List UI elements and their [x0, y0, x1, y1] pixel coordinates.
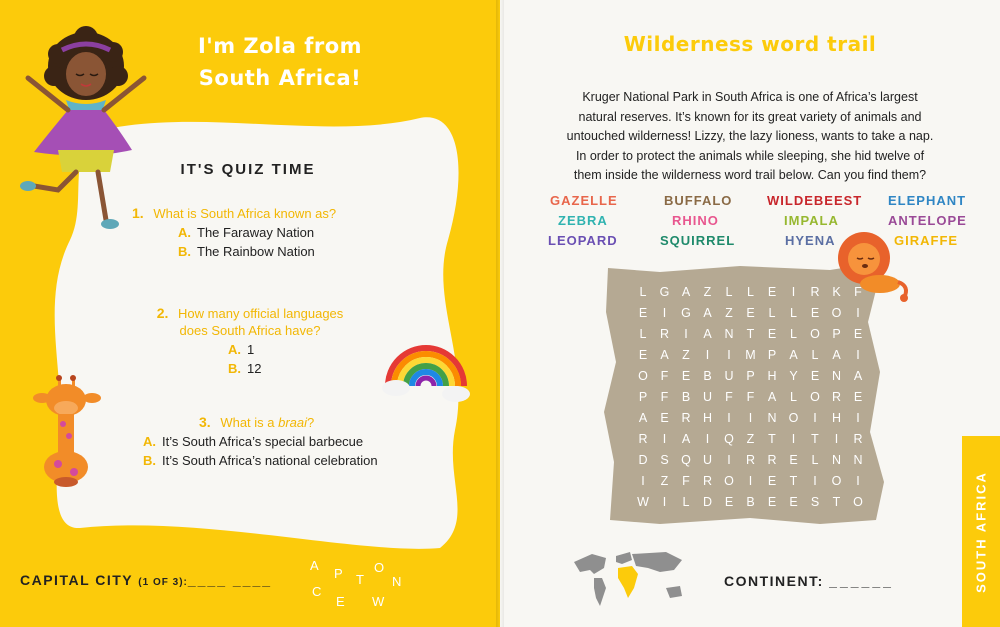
capital-city-prompt [20, 572, 272, 588]
grid-letter[interactable]: E [638, 348, 648, 362]
grid-letter[interactable]: I [748, 411, 753, 425]
grid-letter[interactable]: I [791, 285, 796, 299]
continent-prompt [724, 573, 894, 589]
word-leopard: LEOPARD [548, 233, 618, 248]
question-text-line-1: How many official languages [178, 306, 344, 321]
grid-letter[interactable]: R [638, 432, 648, 446]
grid-letter[interactable]: A [703, 306, 712, 320]
grid-letter[interactable]: P [638, 390, 648, 404]
grid-letter[interactable]: I [662, 495, 667, 509]
grid-letter[interactable]: I [791, 432, 796, 446]
grid-letter[interactable]: K [832, 285, 841, 299]
grid-letter[interactable]: T [789, 474, 798, 488]
grid-letter[interactable]: E [767, 495, 777, 509]
grid-letter[interactable]: Z [682, 348, 690, 362]
grid-letter[interactable]: P [832, 327, 841, 341]
question-number: 1. [132, 205, 144, 221]
giraffe-illustration [22, 372, 117, 490]
answer-option-a[interactable]: A. The Faraway Nation [178, 225, 315, 240]
grid-letter[interactable]: I [705, 432, 710, 446]
grid-letter[interactable]: I [856, 348, 860, 362]
grid-letter[interactable]: E [746, 306, 755, 320]
grid-letter[interactable]: T [811, 432, 819, 446]
grid-letter[interactable]: O [724, 474, 734, 488]
country-side-tab [962, 436, 1000, 627]
side-tab-label: SOUTH AFRICA [973, 470, 989, 593]
lion-illustration [830, 226, 912, 304]
grid-letter[interactable]: Q [681, 453, 691, 467]
grid-letter[interactable]: F [660, 369, 669, 383]
grid-letter[interactable]: O [853, 495, 863, 509]
grid-letter[interactable]: B [681, 390, 691, 404]
question-number: 3. [199, 414, 211, 430]
question-text: What is South Africa known as? [153, 206, 337, 221]
grid-letter[interactable]: O [810, 327, 820, 341]
capital-blanks[interactable]: ____ ____ [187, 572, 273, 588]
scramble-letter: N [392, 574, 402, 589]
grid-letter[interactable]: A [789, 348, 798, 362]
grid-letter[interactable]: I [684, 327, 688, 341]
word-rhino: RHINO [672, 213, 719, 228]
grid-letter[interactable]: L [790, 327, 797, 341]
grid-letter[interactable]: E [810, 369, 820, 383]
grid-letter[interactable]: R [831, 390, 842, 404]
grid-letter[interactable]: F [854, 285, 862, 299]
scramble-letter: T [356, 572, 364, 587]
grid-letter[interactable]: I [748, 474, 753, 488]
grid-letter[interactable]: L [639, 285, 647, 299]
grid-letter[interactable]: L [790, 306, 797, 320]
grid-letter[interactable]: M [745, 348, 756, 362]
grid-letter[interactable]: A [660, 348, 669, 362]
grid-letter[interactable]: U [702, 453, 713, 467]
word-elephant: ELEPHANT [888, 193, 967, 208]
grid-letter[interactable]: P [746, 369, 755, 383]
answer-option-a[interactable]: A. 1 [228, 342, 255, 357]
scramble-letter: W [372, 594, 385, 609]
grid-letter[interactable]: E [638, 306, 648, 320]
grid-letter[interactable]: N [767, 411, 777, 425]
grid-letter[interactable]: I [662, 306, 667, 320]
question-text-line-2: does South Africa have? [179, 323, 321, 338]
grid-letter[interactable]: I [662, 432, 667, 446]
grid-letter[interactable]: U [702, 390, 713, 404]
grid-letter[interactable]: Z [746, 432, 755, 446]
grid-letter[interactable]: R [767, 453, 777, 467]
grid-letter[interactable]: R [745, 453, 756, 467]
grid-letter[interactable]: I [834, 432, 839, 446]
grid-letter[interactable]: N [831, 369, 842, 383]
grid-letter[interactable]: P [767, 348, 777, 362]
grid-letter[interactable]: F [725, 390, 733, 404]
quiz-question-2 [145, 305, 355, 376]
grid-letter[interactable]: A [832, 348, 841, 362]
title-line-1: I'm Zola from [197, 34, 363, 58]
grid-letter[interactable]: I [813, 474, 817, 488]
grid-letter[interactable]: O [788, 411, 799, 425]
grid-letter[interactable]: E [789, 453, 798, 467]
grid-letter[interactable]: R [702, 474, 713, 488]
scramble-letter: O [374, 560, 385, 575]
grid-letter[interactable]: F [746, 390, 755, 404]
grid-letter[interactable]: S [660, 453, 669, 467]
grid-letter[interactable]: A [638, 411, 648, 425]
grid-letter[interactable]: R [659, 327, 670, 341]
grid-letter[interactable]: E [853, 390, 863, 404]
grid-letter[interactable]: O [638, 369, 648, 383]
grid-letter[interactable]: H [767, 369, 777, 383]
scramble-letter: E [336, 594, 345, 609]
grid-letter[interactable]: I [856, 474, 860, 488]
quiz-question-1 [132, 205, 336, 259]
rainbow-illustration [382, 336, 470, 406]
word-trail-title: Wilderness word trail [623, 32, 877, 56]
answer-option-b[interactable]: B. It’s South Africa’s national celebration [143, 453, 378, 468]
grid-letter[interactable]: I [813, 411, 817, 425]
page-title [170, 30, 390, 94]
word-wildebeest: WILDEBEEST [767, 193, 863, 208]
intro-paragraph: Kruger National Park in South Africa is one of Africa’s largest natural reserves. It’s known for its great variety of animals and untouched wilderness! Lizzy, the lazy lioness, wants to take a nap. In order to protect the animals while sleeping, she hid twelve of them inside the wilderness word trail below. Can you find them? [566, 90, 934, 182]
grid-letter[interactable]: R [810, 285, 820, 299]
grid-letter[interactable]: L [768, 306, 776, 320]
grid-letter[interactable]: A [681, 285, 691, 299]
grid-letter[interactable]: Q [724, 432, 734, 446]
grid-letter[interactable]: L [639, 327, 647, 341]
grid-letter[interactable]: D [702, 495, 713, 509]
grid-letter[interactable]: I [641, 474, 645, 488]
quiz-question-3 [133, 414, 378, 468]
grid-letter[interactable]: E [789, 495, 798, 509]
question-number: 2. [156, 305, 169, 321]
grid-letter[interactable]: L [725, 285, 733, 299]
grid-letter[interactable]: Z [725, 306, 733, 320]
grid-letter[interactable]: E [724, 495, 734, 509]
grid-letter[interactable]: E [660, 411, 669, 425]
grid-letter[interactable]: O [831, 306, 842, 320]
grid-letter[interactable]: L [790, 390, 797, 404]
grid-letter[interactable]: A [853, 369, 863, 383]
grid-letter[interactable]: N [831, 453, 842, 467]
grid-letter[interactable]: D [638, 453, 648, 467]
continent-label: CONTINENT: [724, 573, 824, 589]
quiz-heading: IT'S QUIZ TIME [180, 161, 316, 178]
grid-letter[interactable]: I [856, 306, 860, 320]
continent-blanks[interactable]: ______ [829, 573, 894, 589]
grid-letter[interactable]: I [727, 348, 731, 362]
grid-letter[interactable]: Z [660, 474, 669, 488]
word-buffalo: BUFFALO [664, 193, 733, 208]
word-giraffe: GIRAFFE [894, 233, 959, 248]
grid-letter[interactable]: Z [703, 285, 712, 299]
grid-letter[interactable]: E [681, 369, 691, 383]
word-hyena: HYENA [785, 233, 836, 248]
grid-letter[interactable]: L [811, 453, 819, 467]
grid-letter[interactable]: A [767, 390, 777, 404]
word-squirrel: SQUIRREL [660, 233, 736, 248]
answer-option-b[interactable]: B. The Rainbow Nation [178, 244, 315, 259]
book-gutter [496, 0, 504, 627]
grid-letter[interactable]: E [767, 285, 777, 299]
grid-letter[interactable]: I [727, 411, 731, 425]
zola-girl-illustration [18, 24, 153, 234]
question-text: What is a braai? [220, 415, 315, 430]
grid-letter[interactable]: T [768, 432, 776, 446]
answer-option-b[interactable]: B. 12 [228, 361, 262, 376]
grid-letter[interactable]: H [702, 411, 713, 425]
grid-letter[interactable]: W [637, 495, 649, 509]
title-line-2: South Africa! [198, 66, 362, 90]
word-gazelle: GAZELLE [550, 193, 618, 208]
word-antelope: ANTELOPE [888, 213, 967, 228]
grid-letter[interactable]: E [853, 327, 863, 341]
grid-letter[interactable]: I [727, 453, 731, 467]
grid-letter[interactable]: O [810, 390, 820, 404]
grid-letter[interactable]: T [746, 327, 755, 341]
grid-letter[interactable]: T [832, 495, 841, 509]
grid-letter[interactable]: U [724, 369, 734, 383]
scramble-letter: A [310, 558, 319, 573]
grid-letter[interactable]: L [747, 285, 754, 299]
grid-letter[interactable]: I [856, 411, 860, 425]
right-page [500, 0, 1000, 627]
grid-letter[interactable]: E [810, 306, 820, 320]
grid-letter[interactable]: F [682, 474, 690, 488]
grid-letter[interactable]: B [746, 495, 755, 509]
capital-label: CAPITAL CITY [20, 572, 133, 588]
scramble-letter: C [312, 584, 322, 599]
grid-letter[interactable]: N [853, 453, 863, 467]
word-impala: IMPALA [784, 213, 839, 228]
grid-letter[interactable]: I [705, 348, 710, 362]
grid-letter[interactable]: L [682, 495, 690, 509]
grid-letter[interactable]: R [681, 411, 691, 425]
answer-option-a[interactable]: A. It’s South Africa’s special barbecue [143, 434, 364, 449]
grid-letter[interactable]: E [767, 474, 777, 488]
grid-letter[interactable]: N [724, 327, 734, 341]
grid-letter[interactable]: F [660, 390, 669, 404]
grid-letter[interactable]: G [681, 306, 691, 320]
world-map-icon [570, 548, 690, 610]
grid-letter[interactable]: R [853, 432, 863, 446]
grid-letter[interactable]: B [703, 369, 712, 383]
grid-letter[interactable]: A [703, 327, 712, 341]
capital-note: (1 OF 3): [138, 577, 188, 588]
grid-letter[interactable]: G [659, 285, 670, 299]
grid-letter[interactable]: O [831, 474, 842, 488]
grid-letter[interactable]: E [767, 327, 777, 341]
grid-letter[interactable]: S [810, 495, 820, 509]
grid-letter[interactable]: L [811, 348, 819, 362]
grid-letter[interactable]: A [681, 432, 691, 446]
word-zebra: ZEBRA [558, 213, 608, 228]
scramble-letter: P [334, 566, 343, 581]
grid-letter[interactable]: H [831, 411, 842, 425]
grid-letter[interactable]: Y [789, 369, 798, 383]
